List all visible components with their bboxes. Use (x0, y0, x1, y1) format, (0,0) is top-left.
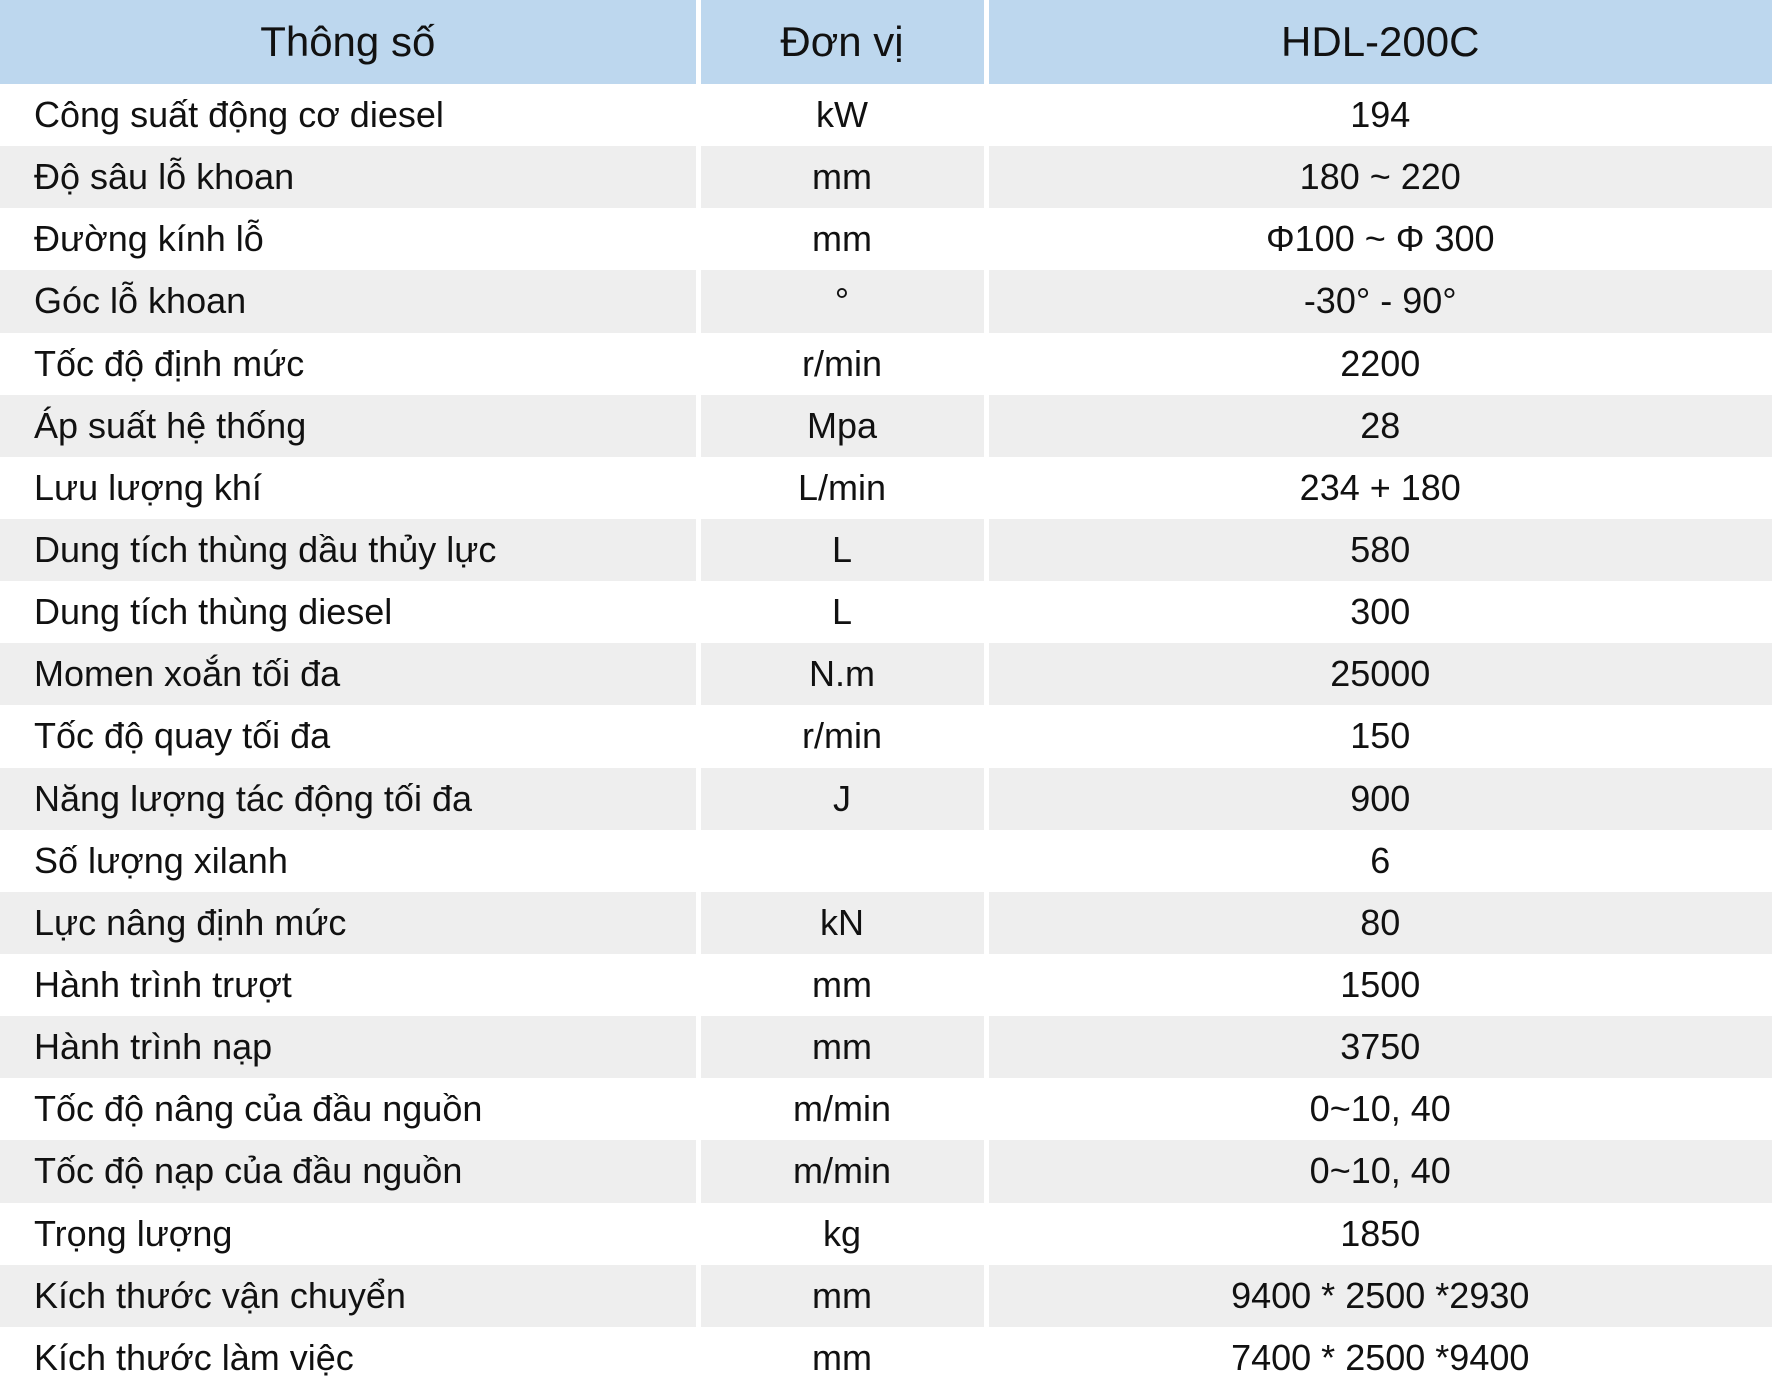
row-parameter: Năng lượng tác động tối đa (0, 768, 698, 830)
row-unit: mm (698, 1016, 986, 1078)
row-unit: r/min (698, 705, 986, 767)
spec-table-header (0, 0, 1772, 84)
table-row (0, 1203, 1772, 1265)
header-unit: Đơn vị (698, 0, 986, 84)
row-value: 580 (986, 519, 1772, 581)
row-unit: mm (698, 208, 986, 270)
row-unit: L/min (698, 457, 986, 519)
row-value: 180 ~ 220 (986, 146, 1772, 208)
row-unit: Mpa (698, 395, 986, 457)
row-value: 28 (986, 395, 1772, 457)
row-value: 0~10, 40 (986, 1078, 1772, 1140)
table-row (0, 768, 1772, 830)
table-row (0, 830, 1772, 892)
row-value: 3750 (986, 1016, 1772, 1078)
row-parameter: Góc lỗ khoan (0, 270, 698, 332)
row-unit: kN (698, 892, 986, 954)
row-value: 6 (986, 830, 1772, 892)
row-parameter: Lực nâng định mức (0, 892, 698, 954)
row-value: 2200 (986, 333, 1772, 395)
table-row (0, 1078, 1772, 1140)
table-row (0, 1327, 1772, 1389)
table-row (0, 954, 1772, 1016)
row-value: 1500 (986, 954, 1772, 1016)
table-row (0, 208, 1772, 270)
row-unit: J (698, 768, 986, 830)
row-unit: kg (698, 1203, 986, 1265)
table-row (0, 519, 1772, 581)
row-value: 7400 * 2500 *9400 (986, 1327, 1772, 1389)
table-row (0, 333, 1772, 395)
row-value: 900 (986, 768, 1772, 830)
row-value: 150 (986, 705, 1772, 767)
table-row (0, 270, 1772, 332)
row-unit: ° (698, 270, 986, 332)
row-unit: N.m (698, 643, 986, 705)
table-row (0, 581, 1772, 643)
header-parameter: Thông số (0, 0, 698, 84)
row-parameter: Lưu lượng khí (0, 457, 698, 519)
row-parameter: Hành trình trượt (0, 954, 698, 1016)
row-parameter: Hành trình nạp (0, 1016, 698, 1078)
header-row (0, 0, 1772, 84)
table-row (0, 84, 1772, 146)
row-parameter: Số lượng xilanh (0, 830, 698, 892)
row-unit: mm (698, 146, 986, 208)
row-value: 194 (986, 84, 1772, 146)
row-unit: L (698, 519, 986, 581)
row-unit: m/min (698, 1078, 986, 1140)
table-row (0, 457, 1772, 519)
table-row (0, 1140, 1772, 1202)
row-value: 9400 * 2500 *2930 (986, 1265, 1772, 1327)
row-parameter: Đường kính lỗ (0, 208, 698, 270)
row-parameter: Tốc độ định mức (0, 333, 698, 395)
row-unit: mm (698, 1265, 986, 1327)
row-parameter: Độ sâu lỗ khoan (0, 146, 698, 208)
row-parameter: Dung tích thùng dầu thủy lực (0, 519, 698, 581)
row-unit: kW (698, 84, 986, 146)
row-parameter: Áp suất hệ thống (0, 395, 698, 457)
table-row (0, 892, 1772, 954)
row-value: 234 + 180 (986, 457, 1772, 519)
row-unit: L (698, 581, 986, 643)
row-unit: m/min (698, 1140, 986, 1202)
row-unit: r/min (698, 333, 986, 395)
row-value: 25000 (986, 643, 1772, 705)
header-model: HDL-200C (986, 0, 1772, 84)
row-parameter: Công suất động cơ diesel (0, 84, 698, 146)
table-row (0, 1016, 1772, 1078)
row-parameter: Kích thước làm việc (0, 1327, 698, 1389)
row-parameter: Momen xoắn tối đa (0, 643, 698, 705)
table-row (0, 146, 1772, 208)
row-parameter: Dung tích thùng diesel (0, 581, 698, 643)
row-unit: mm (698, 1327, 986, 1389)
row-parameter: Tốc độ nạp của đầu nguồn (0, 1140, 698, 1202)
table-row (0, 705, 1772, 767)
row-parameter: Tốc độ quay tối đa (0, 705, 698, 767)
table-row (0, 643, 1772, 705)
row-value: -30° - 90° (986, 270, 1772, 332)
row-unit (698, 830, 986, 892)
row-unit: mm (698, 954, 986, 1016)
row-value: 1850 (986, 1203, 1772, 1265)
spec-table-body (0, 84, 1772, 1389)
row-value: 300 (986, 581, 1772, 643)
row-parameter: Tốc độ nâng của đầu nguồn (0, 1078, 698, 1140)
row-parameter: Trọng lượng (0, 1203, 698, 1265)
table-row (0, 1265, 1772, 1327)
row-value: Φ100 ~ Φ 300 (986, 208, 1772, 270)
row-value: 80 (986, 892, 1772, 954)
table-row (0, 395, 1772, 457)
row-value: 0~10, 40 (986, 1140, 1772, 1202)
row-parameter: Kích thước vận chuyển (0, 1265, 698, 1327)
